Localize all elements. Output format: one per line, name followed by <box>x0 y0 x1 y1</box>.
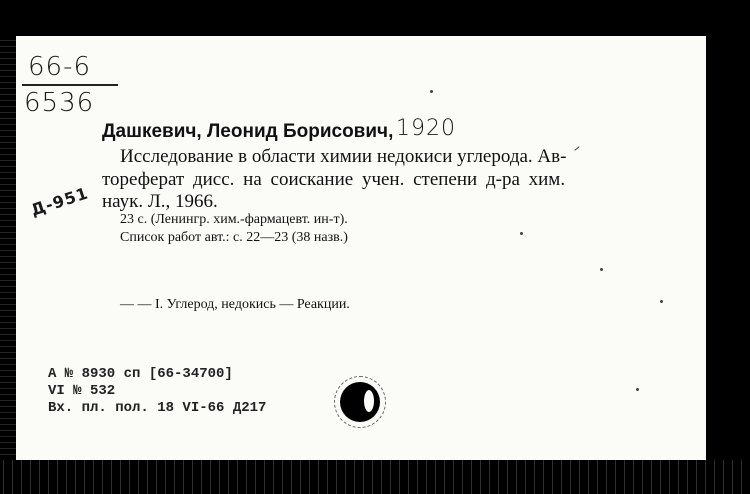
bibliography-note: Список работ авт.: с. 22—23 (38 назв.) <box>120 230 348 245</box>
title-line-2: тореферат дисс. на соискание учен. степени д-ра хим. <box>102 169 566 190</box>
title-line-3: наук. Л., 1966. <box>102 191 218 212</box>
speck <box>430 90 433 93</box>
speck <box>600 268 603 271</box>
subject-heading: — — I. Углерод, недокись — Реакции. <box>120 297 350 312</box>
accession-stamp-2: VI № 532 <box>48 383 116 399</box>
scan-edge-left <box>0 36 16 460</box>
shelfmark-divider <box>22 84 118 86</box>
collation-line: 23 с. (Ленингр. хим.-фармацевт. ин-т). <box>120 212 348 227</box>
speck <box>636 388 639 391</box>
speck <box>520 232 523 235</box>
title-line-1: Исследование в области химии недокиси углерода. Ав- <box>120 146 567 167</box>
accession-stamp-3: Вх. пл. пол. 18 VI-66 Д217 <box>48 400 267 416</box>
accession-stamp-1: А № 8930 сп [66-34700] <box>48 366 233 382</box>
scan-edge-bottom <box>0 460 750 494</box>
shelfmark-top: 66-6 <box>28 52 92 82</box>
handwritten-side-note: Д-951 <box>28 183 91 220</box>
handwritten-birth-year: 1920 <box>396 116 456 141</box>
punch-hole <box>340 382 380 422</box>
speck <box>660 300 663 303</box>
author-name: Дашкевич, Леонид Борисович, <box>102 121 394 142</box>
shelfmark-bottom: 6536 <box>24 88 95 118</box>
